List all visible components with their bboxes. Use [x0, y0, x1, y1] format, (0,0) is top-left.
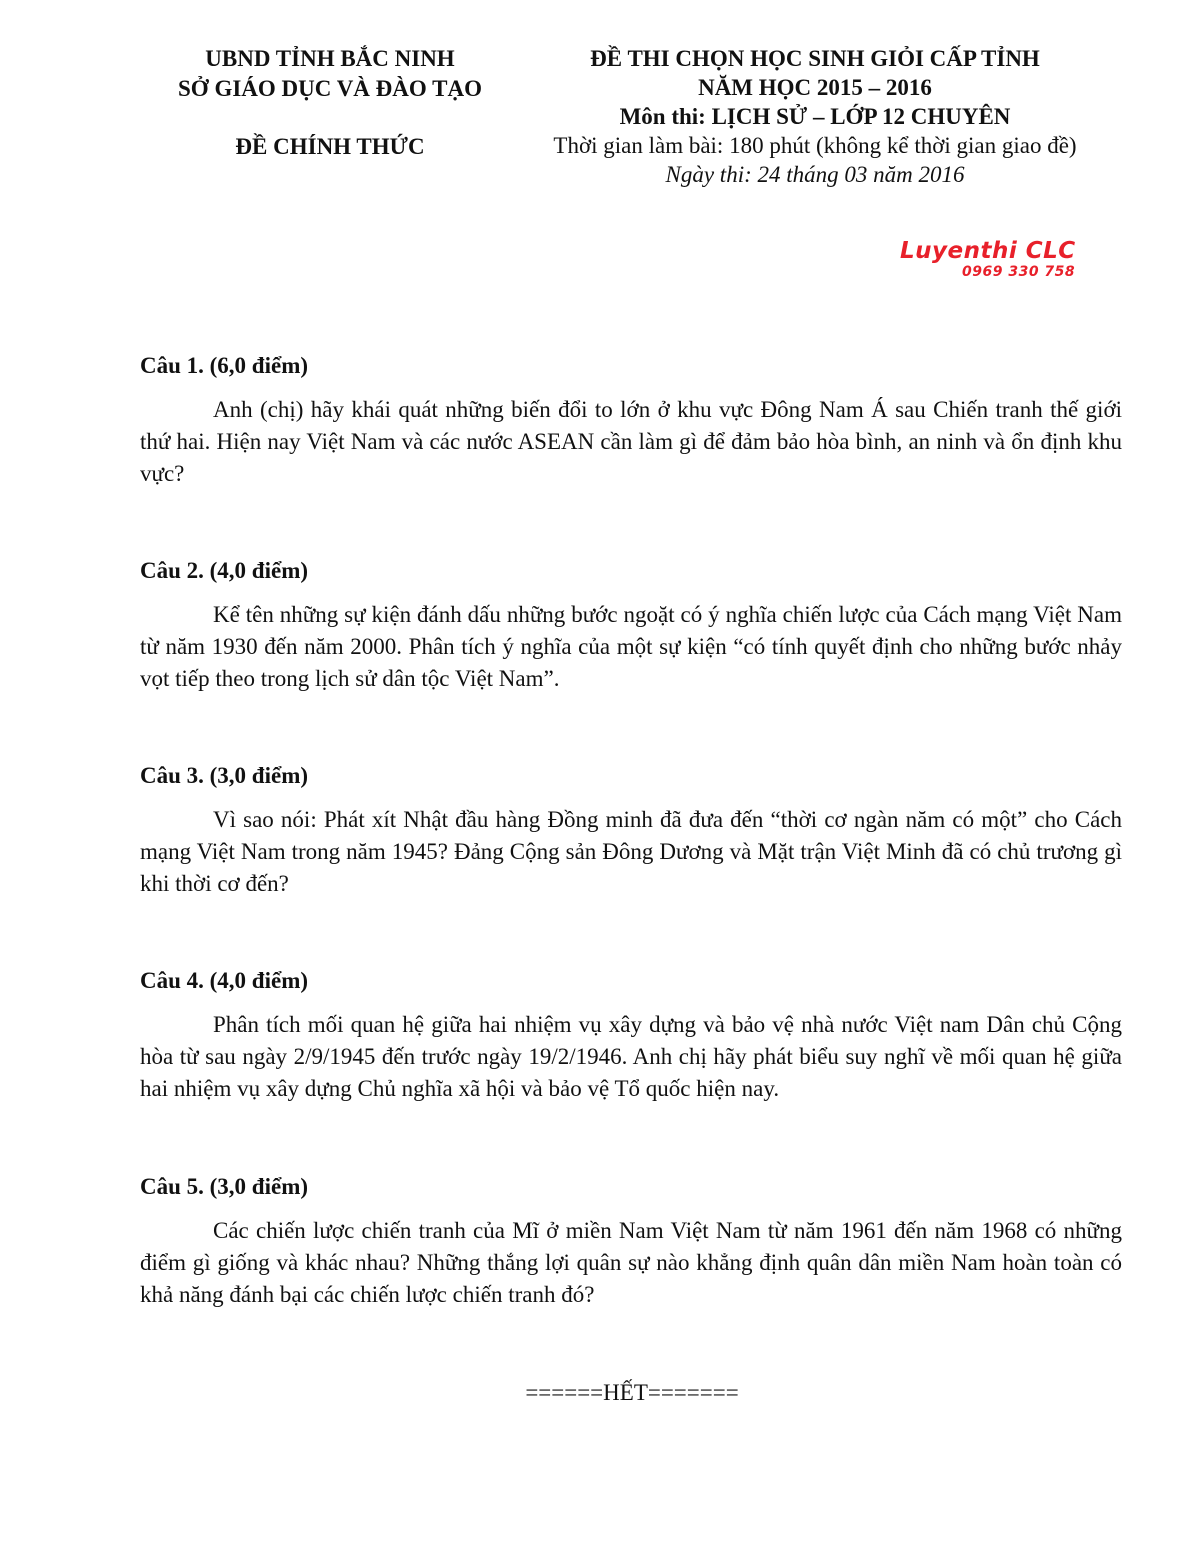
- question-body: Kể tên những sự kiện đánh dấu những bước ngoặt có ý nghĩa chiến lược của Cách mạng Việt Nam từ năm 1930 đến năm 2000. Phân tích ý nghĩa của một sự kiện “có tính quyết định cho những bước nhảy vọt tiếp theo trong lịch sử dân tộc Việt Nam”.: [140, 602, 1122, 691]
- question-2: [140, 555, 1122, 695]
- question-3: [140, 760, 1122, 900]
- watermark-brand: Luyenthi CLC: [900, 238, 1076, 264]
- exam-year: NĂM HỌC 2015 – 2016: [698, 75, 932, 100]
- authority-line-2: SỞ GIÁO DỤC VÀ ĐÀO TẠO: [178, 76, 482, 101]
- exam-title: ĐỀ THI CHỌN HỌC SINH GIỎI CẤP TỈNH: [590, 46, 1040, 71]
- question-title: Câu 3. (3,0 điểm): [140, 763, 309, 788]
- question-5: [140, 1171, 1122, 1311]
- question-1: [140, 350, 1122, 490]
- issuing-authority: [130, 44, 530, 162]
- question-body: Anh (chị) hãy khái quát những biến đổi to lớn ở khu vực Đông Nam Á sau Chiến tranh thế giới thứ hai. Hiện nay Việt Nam và các nước ASEAN cần làm gì để đảm bảo hòa bình, an ninh và ổn định khu vực?: [140, 397, 1122, 486]
- exam-header: [505, 44, 1125, 189]
- watermark-phone: 0969 330 758: [962, 264, 1076, 280]
- question-body: Phân tích mối quan hệ giữa hai nhiệm vụ xây dựng và bảo vệ nhà nước Việt nam Dân chủ Cộng hòa từ sau ngày 2/9/1945 đến trước ngày 19/2/1946. Anh chị hãy phát biểu suy nghĩ về mối quan hệ giữa hai nhiệm vụ xây dựng Chủ nghĩa xã hội và bảo vệ Tổ quốc hiện nay.: [140, 1012, 1122, 1101]
- exam-subject: Môn thi: LỊCH SỬ – LỚP 12 CHUYÊN: [619, 104, 1011, 129]
- question-body: Vì sao nói: Phát xít Nhật đầu hàng Đồng minh đã đưa đến “thời cơ ngàn năm có một” cho Cách mạng Việt Nam trong năm 1945? Đảng Cộng sản Đông Dương và Mặt trận Việt Minh đã có chủ trương gì khi thời cơ đến?: [140, 807, 1122, 896]
- question-title: Câu 5. (3,0 điểm): [140, 1174, 309, 1199]
- question-title: Câu 2. (4,0 điểm): [140, 558, 309, 583]
- end-mark: ======HẾT=======: [525, 1380, 739, 1405]
- question-title: Câu 1. (6,0 điểm): [140, 353, 309, 378]
- official-label: ĐỀ CHÍNH THỨC: [235, 134, 425, 159]
- question-4: [140, 965, 1122, 1105]
- watermark-logo: [900, 238, 1130, 280]
- authority-line-1: UBND TỈNH BẮC NINH: [205, 46, 455, 71]
- question-title: Câu 4. (4,0 điểm): [140, 968, 309, 993]
- question-body: Các chiến lược chiến tranh của Mĩ ở miền Nam Việt Nam từ năm 1961 đến năm 1968 có những điểm gì giống và khác nhau? Những thắng lợi quân sự nào khẳng định quân dân miền Nam hoàn toàn có khả năng đánh bại các chiến lược chiến tranh đó?: [140, 1218, 1122, 1307]
- exam-date: Ngày thi: 24 tháng 03 năm 2016: [665, 162, 965, 187]
- exam-duration: Thời gian làm bài: 180 phút (không kể thời gian giao đề): [553, 133, 1077, 158]
